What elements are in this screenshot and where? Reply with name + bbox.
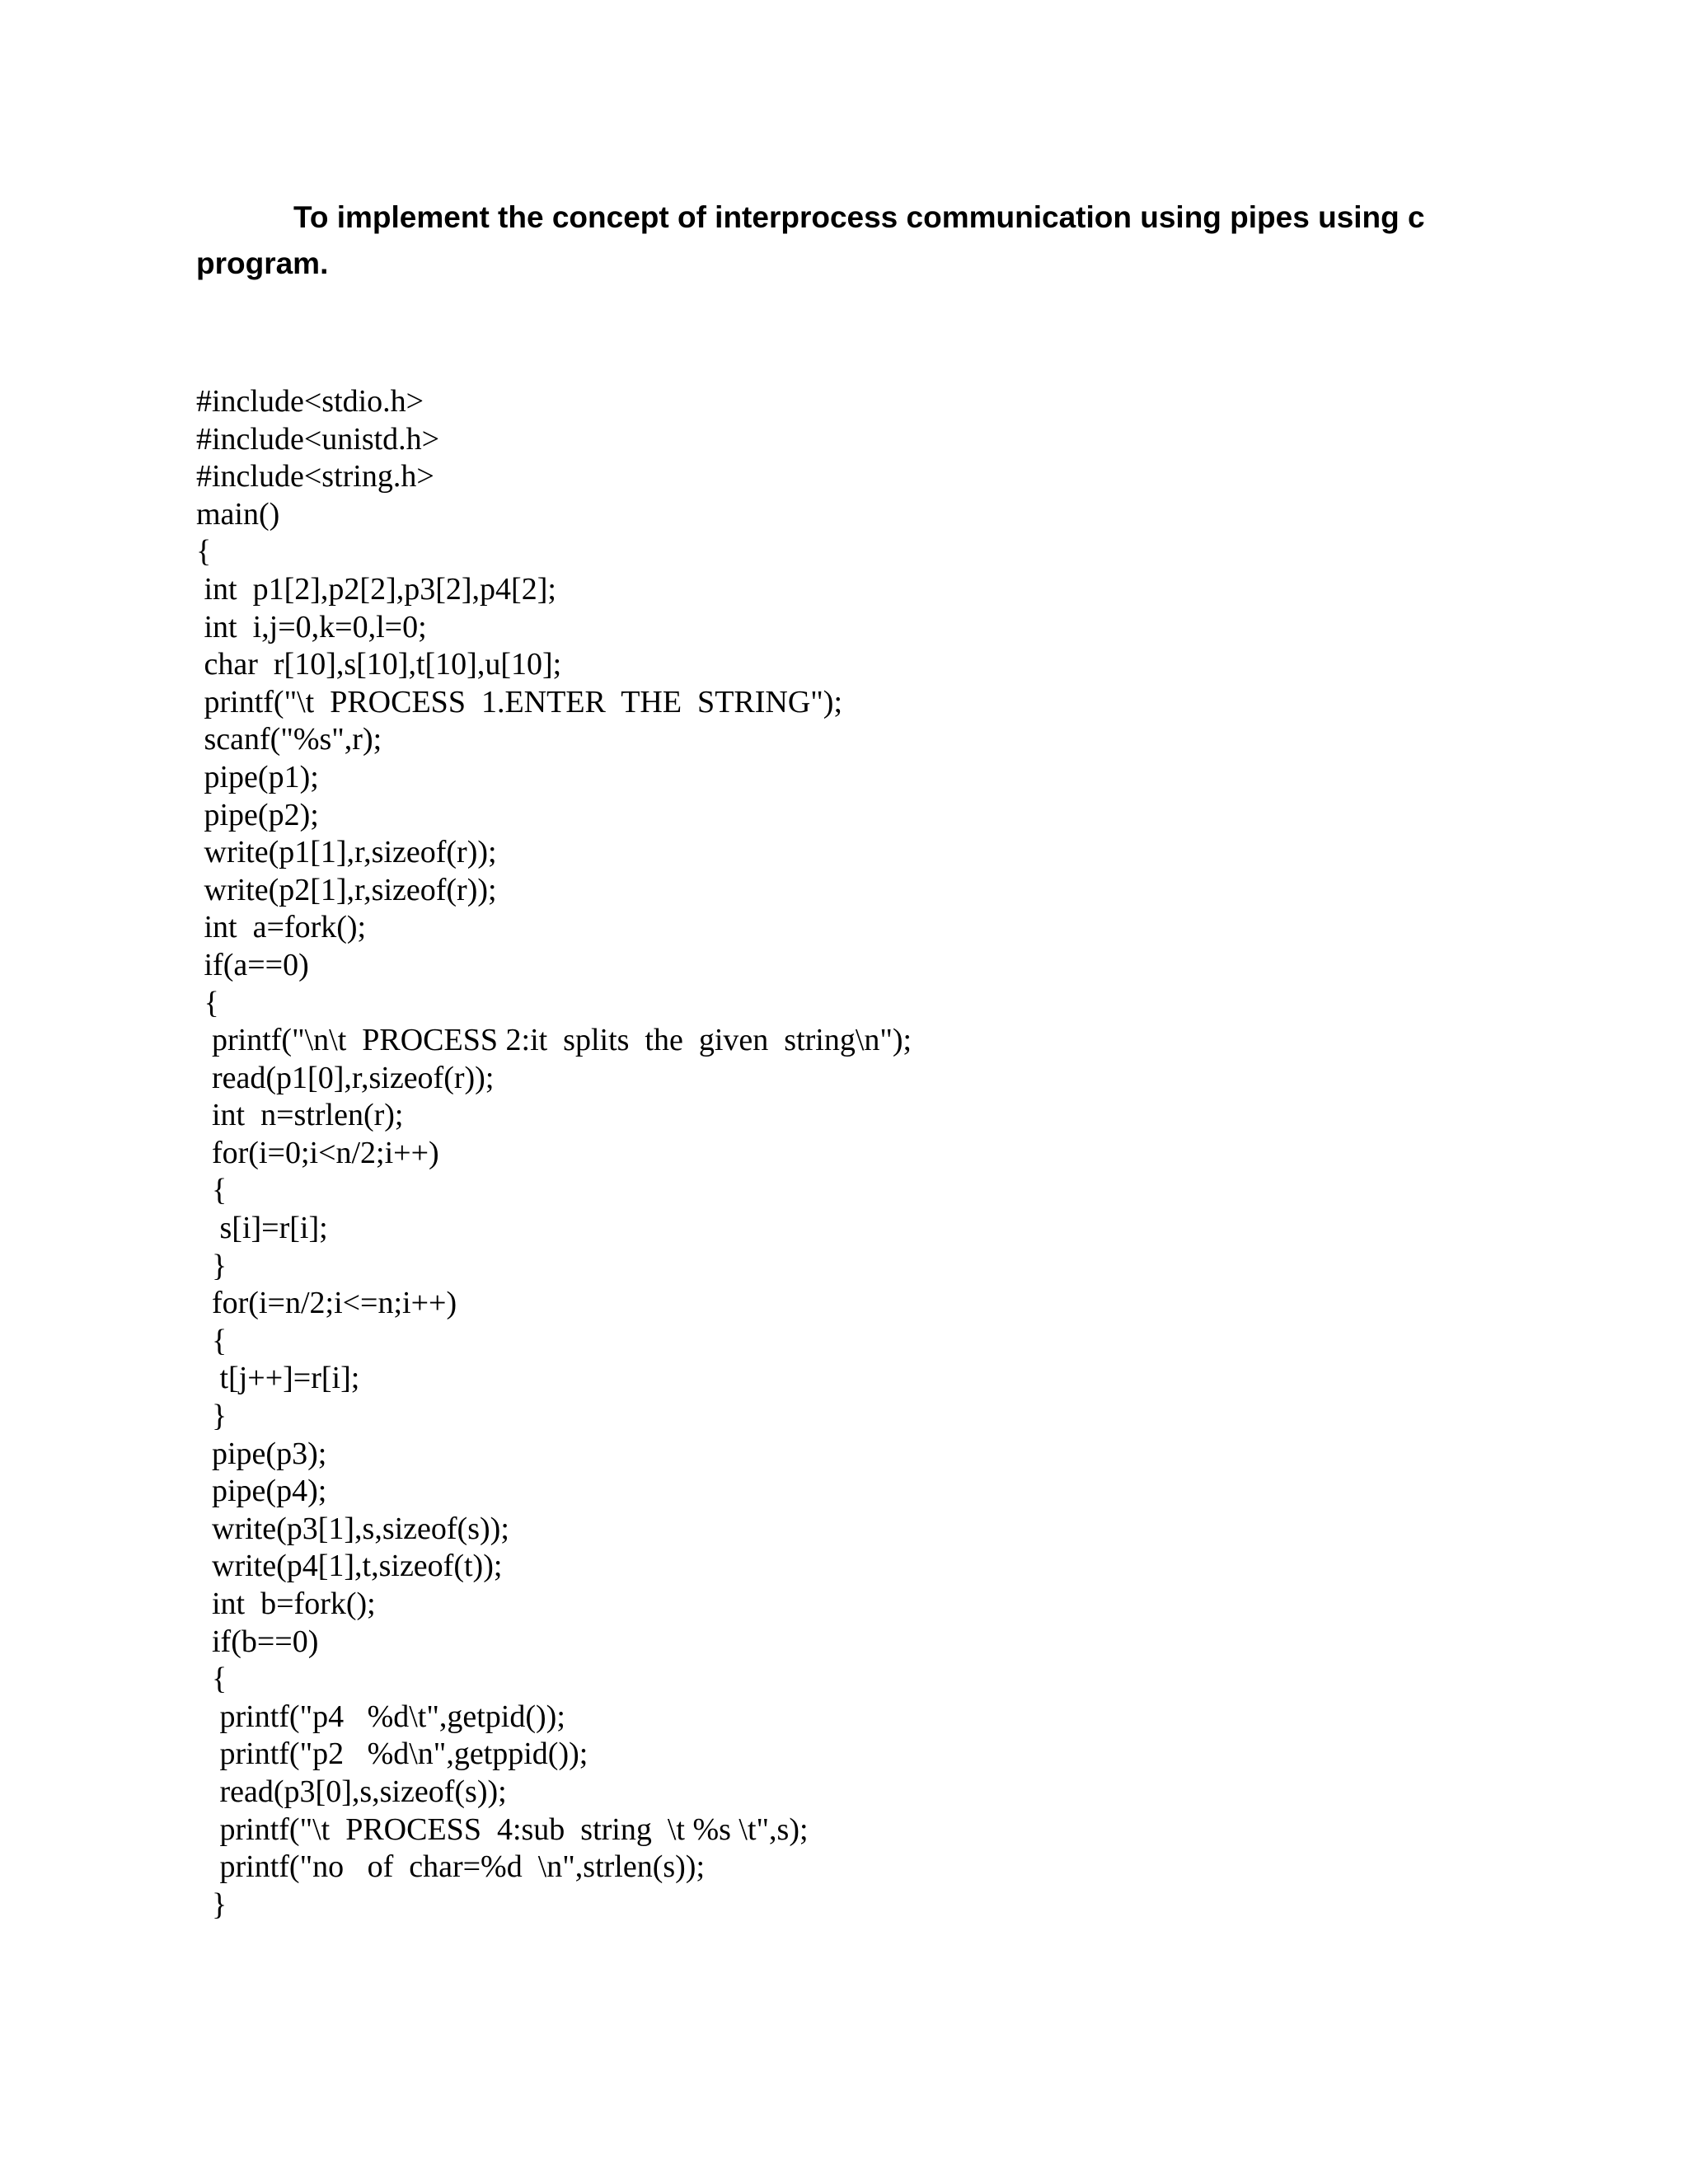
code-line: read(p3[0],s,sizeof(s)); <box>196 1774 507 1809</box>
code-line: { <box>196 534 212 569</box>
code-line: pipe(p2); <box>196 797 319 832</box>
code-line: #include<string.h> <box>196 459 434 494</box>
heading-line-2: program. <box>196 246 329 280</box>
code-line: { <box>196 1173 227 1208</box>
code-line: pipe(p4); <box>196 1474 327 1509</box>
code-line: printf("\n\t PROCESS 2:it splits the given string\n"); <box>196 1023 912 1058</box>
code-line: #include<stdio.h> <box>196 384 424 419</box>
code-line: #include<unistd.h> <box>196 421 440 457</box>
code-line: write(p4[1],t,sizeof(t)); <box>196 1549 503 1584</box>
heading-line-1: To implement the concept of interprocess communication using pipes using c <box>293 200 1425 234</box>
code-line: int p1[2],p2[2],p3[2],p4[2]; <box>196 571 556 607</box>
code-line: printf("p2 %d\n",getppid()); <box>196 1736 588 1772</box>
code-line: main() <box>196 496 280 532</box>
code-line: int i,j=0,k=0,l=0; <box>196 609 427 644</box>
code-line: } <box>196 1399 227 1434</box>
code-line: for(i=0;i<n/2;i++) <box>196 1135 439 1170</box>
code-line: int n=strlen(r); <box>196 1098 404 1133</box>
code-line: char r[10],s[10],t[10],u[10]; <box>196 647 562 682</box>
code-line: { <box>196 1661 227 1697</box>
code-line: printf("no of char=%d \n",strlen(s)); <box>196 1849 706 1885</box>
code-line: { <box>196 985 219 1020</box>
code-line: { <box>196 1323 227 1358</box>
code-line: pipe(p3); <box>196 1436 327 1471</box>
code-line: write(p3[1],s,sizeof(s)); <box>196 1511 509 1546</box>
code-line: if(a==0) <box>196 947 309 982</box>
code-line: write(p1[1],r,sizeof(r)); <box>196 835 497 870</box>
code-line: int a=fork(); <box>196 910 367 945</box>
document-heading <box>196 194 1465 287</box>
code-line: s[i]=r[i]; <box>196 1211 328 1246</box>
code-line: write(p2[1],r,sizeof(r)); <box>196 872 497 907</box>
code-line: printf("\t PROCESS 4:sub string \t %s \t",s); <box>196 1811 809 1847</box>
code-line: pipe(p1); <box>196 759 319 794</box>
code-line: scanf("%s",r); <box>196 722 382 757</box>
code-line: int b=fork(); <box>196 1586 376 1621</box>
code-line: for(i=n/2;i<=n;i++) <box>196 1286 457 1321</box>
code-line: printf("p4 %d\t",getpid()); <box>196 1699 565 1734</box>
code-line: } <box>196 1248 227 1283</box>
code-line: } <box>196 1886 227 1922</box>
code-line: if(b==0) <box>196 1624 319 1659</box>
code-line: printf("\t PROCESS 1.ENTER THE STRING"); <box>196 684 843 719</box>
code-listing <box>196 383 1515 1924</box>
code-line: t[j++]=r[i]; <box>196 1361 360 1396</box>
code-line: read(p1[0],r,sizeof(r)); <box>196 1060 495 1095</box>
